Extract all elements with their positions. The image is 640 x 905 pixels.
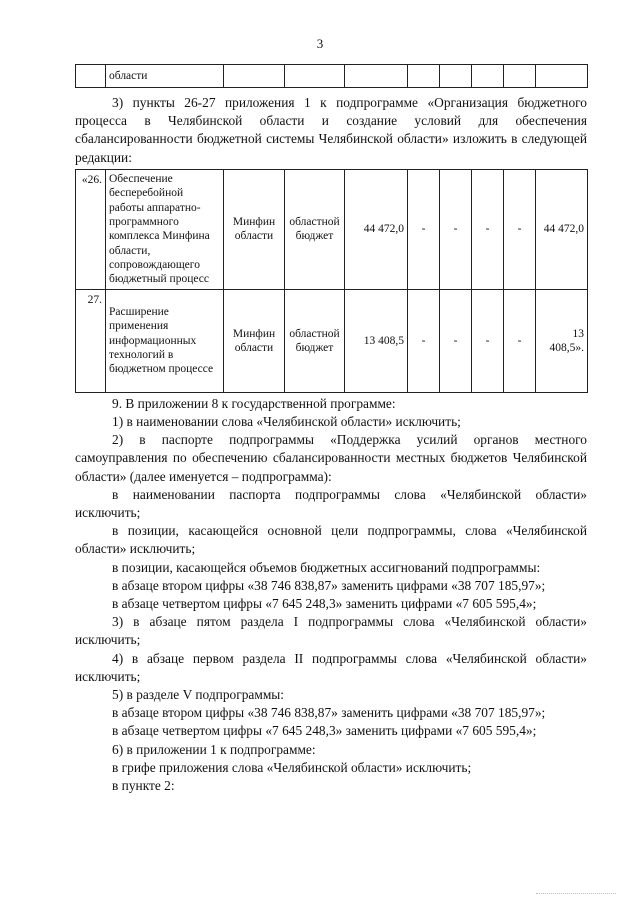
row-dash: - [504,289,536,392]
table-continuation [75,64,588,88]
row-dash: - [408,169,440,289]
table-row [76,65,588,88]
table-cell-name: области [106,65,224,88]
row-dash: - [472,289,504,392]
paragraph: в абзаце втором цифры «38 746 838,87» заменить цифрами «38 707 185,97»; [112,705,546,721]
row-amount: 13 408,5 [345,289,408,392]
row-number: 27. [76,289,106,392]
paragraph: 3) в абзаце пятом раздела I подпрограммы слова «Челябинской области» исключить; [75,614,587,648]
table-row [76,169,588,289]
row-name: Обеспечение бесперебойной работы аппаратно-программного комплекса Минфина области, сопровождающего бюджетный процесс [106,169,224,289]
row-dash: - [440,169,472,289]
paragraph: в абзаце четвертом цифры «7 645 248,3» заменить цифрами «7 605 595,4»; [112,596,537,612]
row-total: 44 472,0 [536,169,588,289]
paragraph: в абзаце втором цифры «38 746 838,87» заменить цифрами «38 707 185,97»; [112,577,546,593]
paragraph: 1) в наименовании слова «Челябинской области» исключить; [112,414,461,430]
page-number: 3 [316,36,324,51]
paragraph: 5) в разделе V подпрограммы: [112,687,285,703]
paragraph: в позиции, касающейся объемов бюджетных ассигнований подпрограммы: [112,559,541,575]
row-dash: - [504,169,536,289]
table-row [76,289,588,392]
scan-artifact [536,893,616,895]
row-source: областной бюджет [285,289,345,392]
program-items-table [75,169,588,393]
paragraph: в позиции, касающейся основной цели подпрограммы, слова «Челябинской области» исключить; [75,523,587,557]
paragraph: 2) в паспорте подпрограммы «Поддержка усилий органов местного самоуправления по обеспечению сбалансированности местных бюджетов Челябинской области» (далее именуется – подпрограмма): [75,432,587,484]
paragraph: в пункте 2: [112,778,175,794]
row-name: Расширение применения информационных технологий в бюджетном процессе [106,289,224,392]
row-dash: - [440,289,472,392]
paragraph: в наименовании паспорта подпрограммы слова «Челябинской области» исключить; [75,486,587,521]
row-number: «26. [76,169,106,289]
intro-paragraph: 3) пункты 26-27 приложения 1 к подпрограмме «Организация бюджетного процесса в Челябинской области и создание условий для обеспечения сбалансированности бюджетной системы Челябинской области» изложить в следующей редакции: [75,95,587,165]
row-source: областной бюджет [285,169,345,289]
row-executor: Минфин области [224,289,285,392]
paragraph: 4) в абзаце первом раздела II подпрограммы слова «Челябинской области» исключить; [75,650,587,684]
amendments-list [75,395,587,795]
row-dash: - [408,289,440,392]
paragraph: 9. В приложении 8 к государственной программе: [112,395,396,411]
row-total: 13 408,5». [536,289,588,392]
paragraph: в абзаце четвертом цифры «7 645 248,3» заменить цифрами «7 605 595,4»; [112,723,537,739]
document-body [75,64,587,795]
row-dash: - [472,169,504,289]
row-amount: 44 472,0 [345,169,408,289]
paragraph: 6) в приложении 1 к подпрограмме: [112,741,316,757]
paragraph: в грифе приложения слова «Челябинской области» исключить; [112,759,472,775]
row-executor: Минфин области [224,169,285,289]
